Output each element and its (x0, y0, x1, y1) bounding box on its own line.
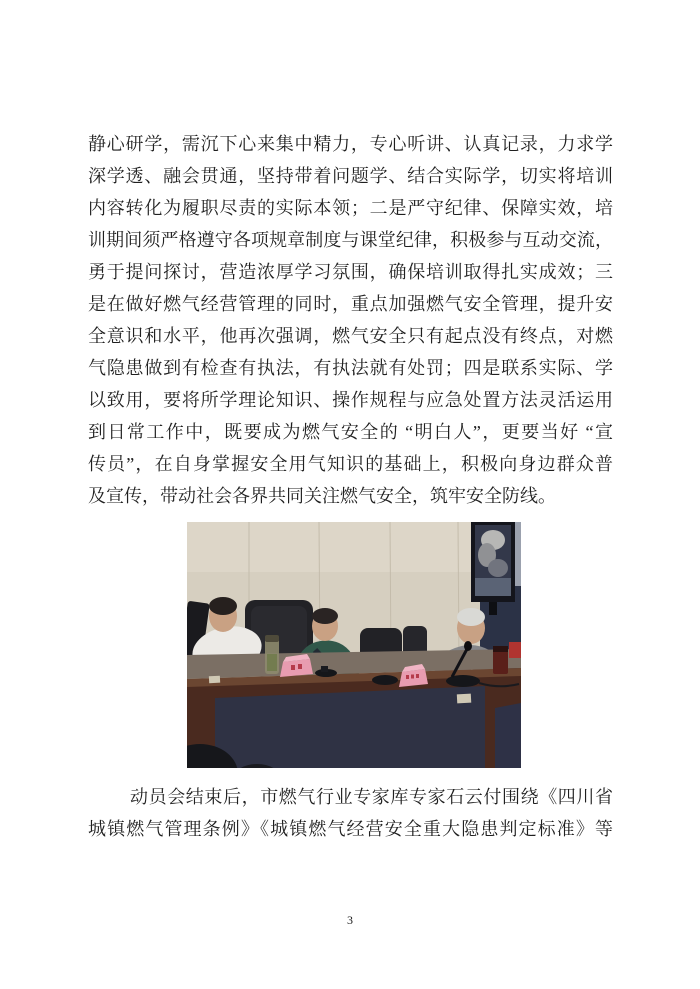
right-attendee-hair (457, 608, 485, 626)
wall-upper-shade (187, 522, 521, 572)
middle-attendee-hair (312, 608, 338, 624)
paragraph-line: 动员会结束后，市燃气行业专家库专家石云付围绕《四川省 (130, 787, 613, 807)
left-attendee-hair (209, 597, 237, 615)
paragraph-line: 以致用，要将所学理论知识、操作规程与应急处置方法灵活运用 (88, 390, 613, 410)
table-label-right (457, 694, 471, 704)
paragraph-line: 城镇燃气管理条例》《城镇燃气经营安全重大隐患判定标准》等 (88, 819, 613, 839)
microphone-base-center (372, 675, 398, 685)
page-number: 3 (347, 913, 353, 927)
paragraph-2 (88, 781, 613, 845)
paragraph-line: 勇于提问探讨，营造浓厚学习氛围，确保培训取得扎实成效；三 (88, 262, 613, 282)
paragraph-line: 气隐患做到有检查有执法，有执法就有处罚；四是联系实际、学 (88, 358, 613, 378)
paragraph-line: 到日常工作中，既要成为燃气安全的 “明白人”，更要当好 “宣 (88, 422, 613, 442)
paragraph-line: 是在做好燃气经营管理的同时，重点加强燃气安全管理，提升安 (88, 294, 613, 314)
red-folder (509, 642, 521, 658)
meeting-photo (187, 522, 521, 768)
table-label-left (209, 676, 220, 684)
paragraph-line: 全意识和水平，他再次强调，燃气安全只有起点没有终点，对燃 (88, 326, 613, 346)
paragraph-1 (88, 128, 613, 512)
paragraph-line: 静心研学，需沉下心来集中精力，专心听讲、认真记录，力求学 (88, 134, 613, 154)
wall-display-screen (471, 522, 515, 615)
thermos-cup (493, 646, 508, 674)
tea-bottle (265, 635, 279, 674)
paragraph-line: 深学透、融会贯通，坚持带着问题学、结合实际学，切实将培训 (88, 166, 613, 186)
conference-table (187, 649, 521, 768)
paragraph-line: 训期间须严格遵守各项规章制度与课堂纪律，积极参与互动交流， (88, 230, 613, 250)
paragraph-line: 及宣传，带动社会各界共同关注燃气安全，筑牢安全防线。 (88, 486, 556, 506)
screen-mount (489, 602, 497, 615)
paragraph-line: 传员”，在自身掌握安全用气知识的基础上，积极向身边群众普 (88, 454, 613, 474)
table-inset-panel-right (495, 703, 521, 768)
table-inset-panel (215, 686, 485, 768)
paragraph-line: 内容转化为履职尽责的实际本领；二是严守纪律、保障实效，培 (88, 198, 613, 218)
wall-strip-right (514, 522, 521, 586)
